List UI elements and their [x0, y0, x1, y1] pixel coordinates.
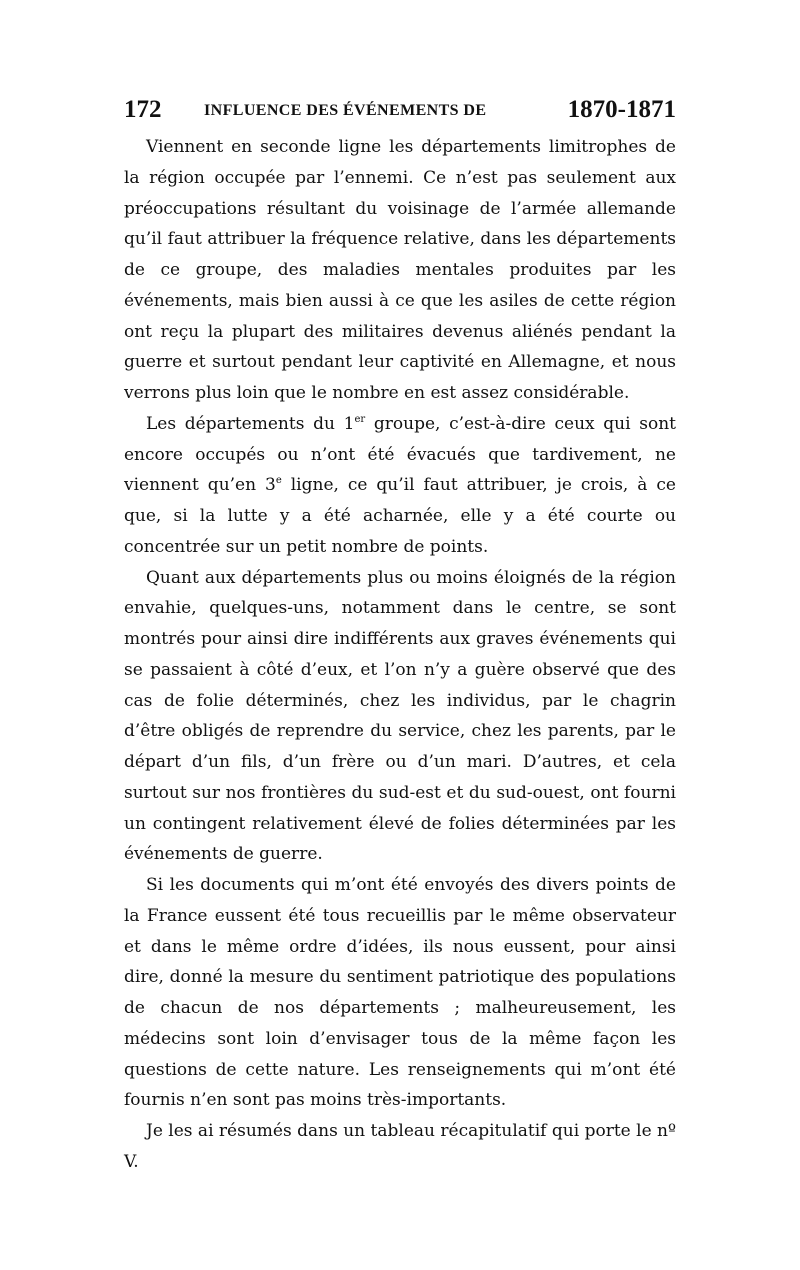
paragraph-1: Viennent en seconde ligne les départements limitrophes de la région occupée par l’ennemi. Ce n’est pas seulement aux préoccupations résultant du voisinage de l’armée allemande qu’il faut attribuer la fréquence relative, dans les départements de ce groupe, des maladies mentales produites par les événements, mais bien aussi à ce que les asiles de cette région ont reçu la plupart des militaires devenus aliénés pendant la guerre et surtout pendant leur captivité en Allemagne, et nous verrons plus loin que le nombre en est assez considérable. — [124, 137, 676, 403]
page-number: 172 — [124, 96, 162, 123]
paragraph-5: Je les ai résumés dans un tableau récapitulatif qui porte le nº V. — [124, 1121, 676, 1172]
running-head — [124, 96, 676, 130]
paragraph-2 — [124, 409, 676, 563]
paragraph-2-middle: groupe, c’est-à-dire ceux qui sont encore occupés ou n’ont été évacués que tardivement, ne viennent qu’en 3 — [124, 413, 676, 496]
ordinal-superscript-er: er — [354, 413, 366, 425]
paragraph-2-after: ligne, ce qu’il faut attribuer, je crois, à ce que, si la lutte y a été acharnée, elle y a été courte ou concentrée sur un petit nombre de points. — [124, 475, 676, 557]
body-text — [124, 132, 676, 1178]
paragraph-4: Si les documents qui m’ont été envoyés des divers points de la France eussent été tous recueillis par le même observateur et dans le même ordre d’idées, ils nous eussent, pour ainsi dire, donné la mesure du sentiment patriotique des populations de chacun de nos départements ; malheureusement, les médecins sont loin d’envisager tous de la même façon les questions de cette nature. Les renseignements qui m’ont été fournis n’en sont pas moins très-importants. — [124, 875, 676, 1111]
running-head-title: INFLUENCE DES ÉVÉNEMENTS DE — [204, 102, 487, 119]
running-head-years: 1870-1871 — [567, 96, 676, 123]
paragraph-2-before: Les départements du 1 — [146, 413, 355, 434]
paragraph-3: Quant aux départements plus ou moins éloignés de la région envahie, quelques-uns, notamment dans le centre, se sont montrés pour ainsi dire indifférents aux graves événements qui se passaient à côté d’eux, et l’on n’y a guère observé que des cas de folie déterminés, chez les individus, par le chagrin d’être obligés de reprendre du service, chez les parents, par le départ d’un fils, d’un frère ou d’un mari. D’autres, et cela surtout sur nos frontières du sud-est et du sud-ouest, ont fourni un contingent relativement élevé de folies déterminées par les événements de guerre. — [124, 567, 676, 865]
ordinal-superscript-e: e — [275, 475, 282, 487]
